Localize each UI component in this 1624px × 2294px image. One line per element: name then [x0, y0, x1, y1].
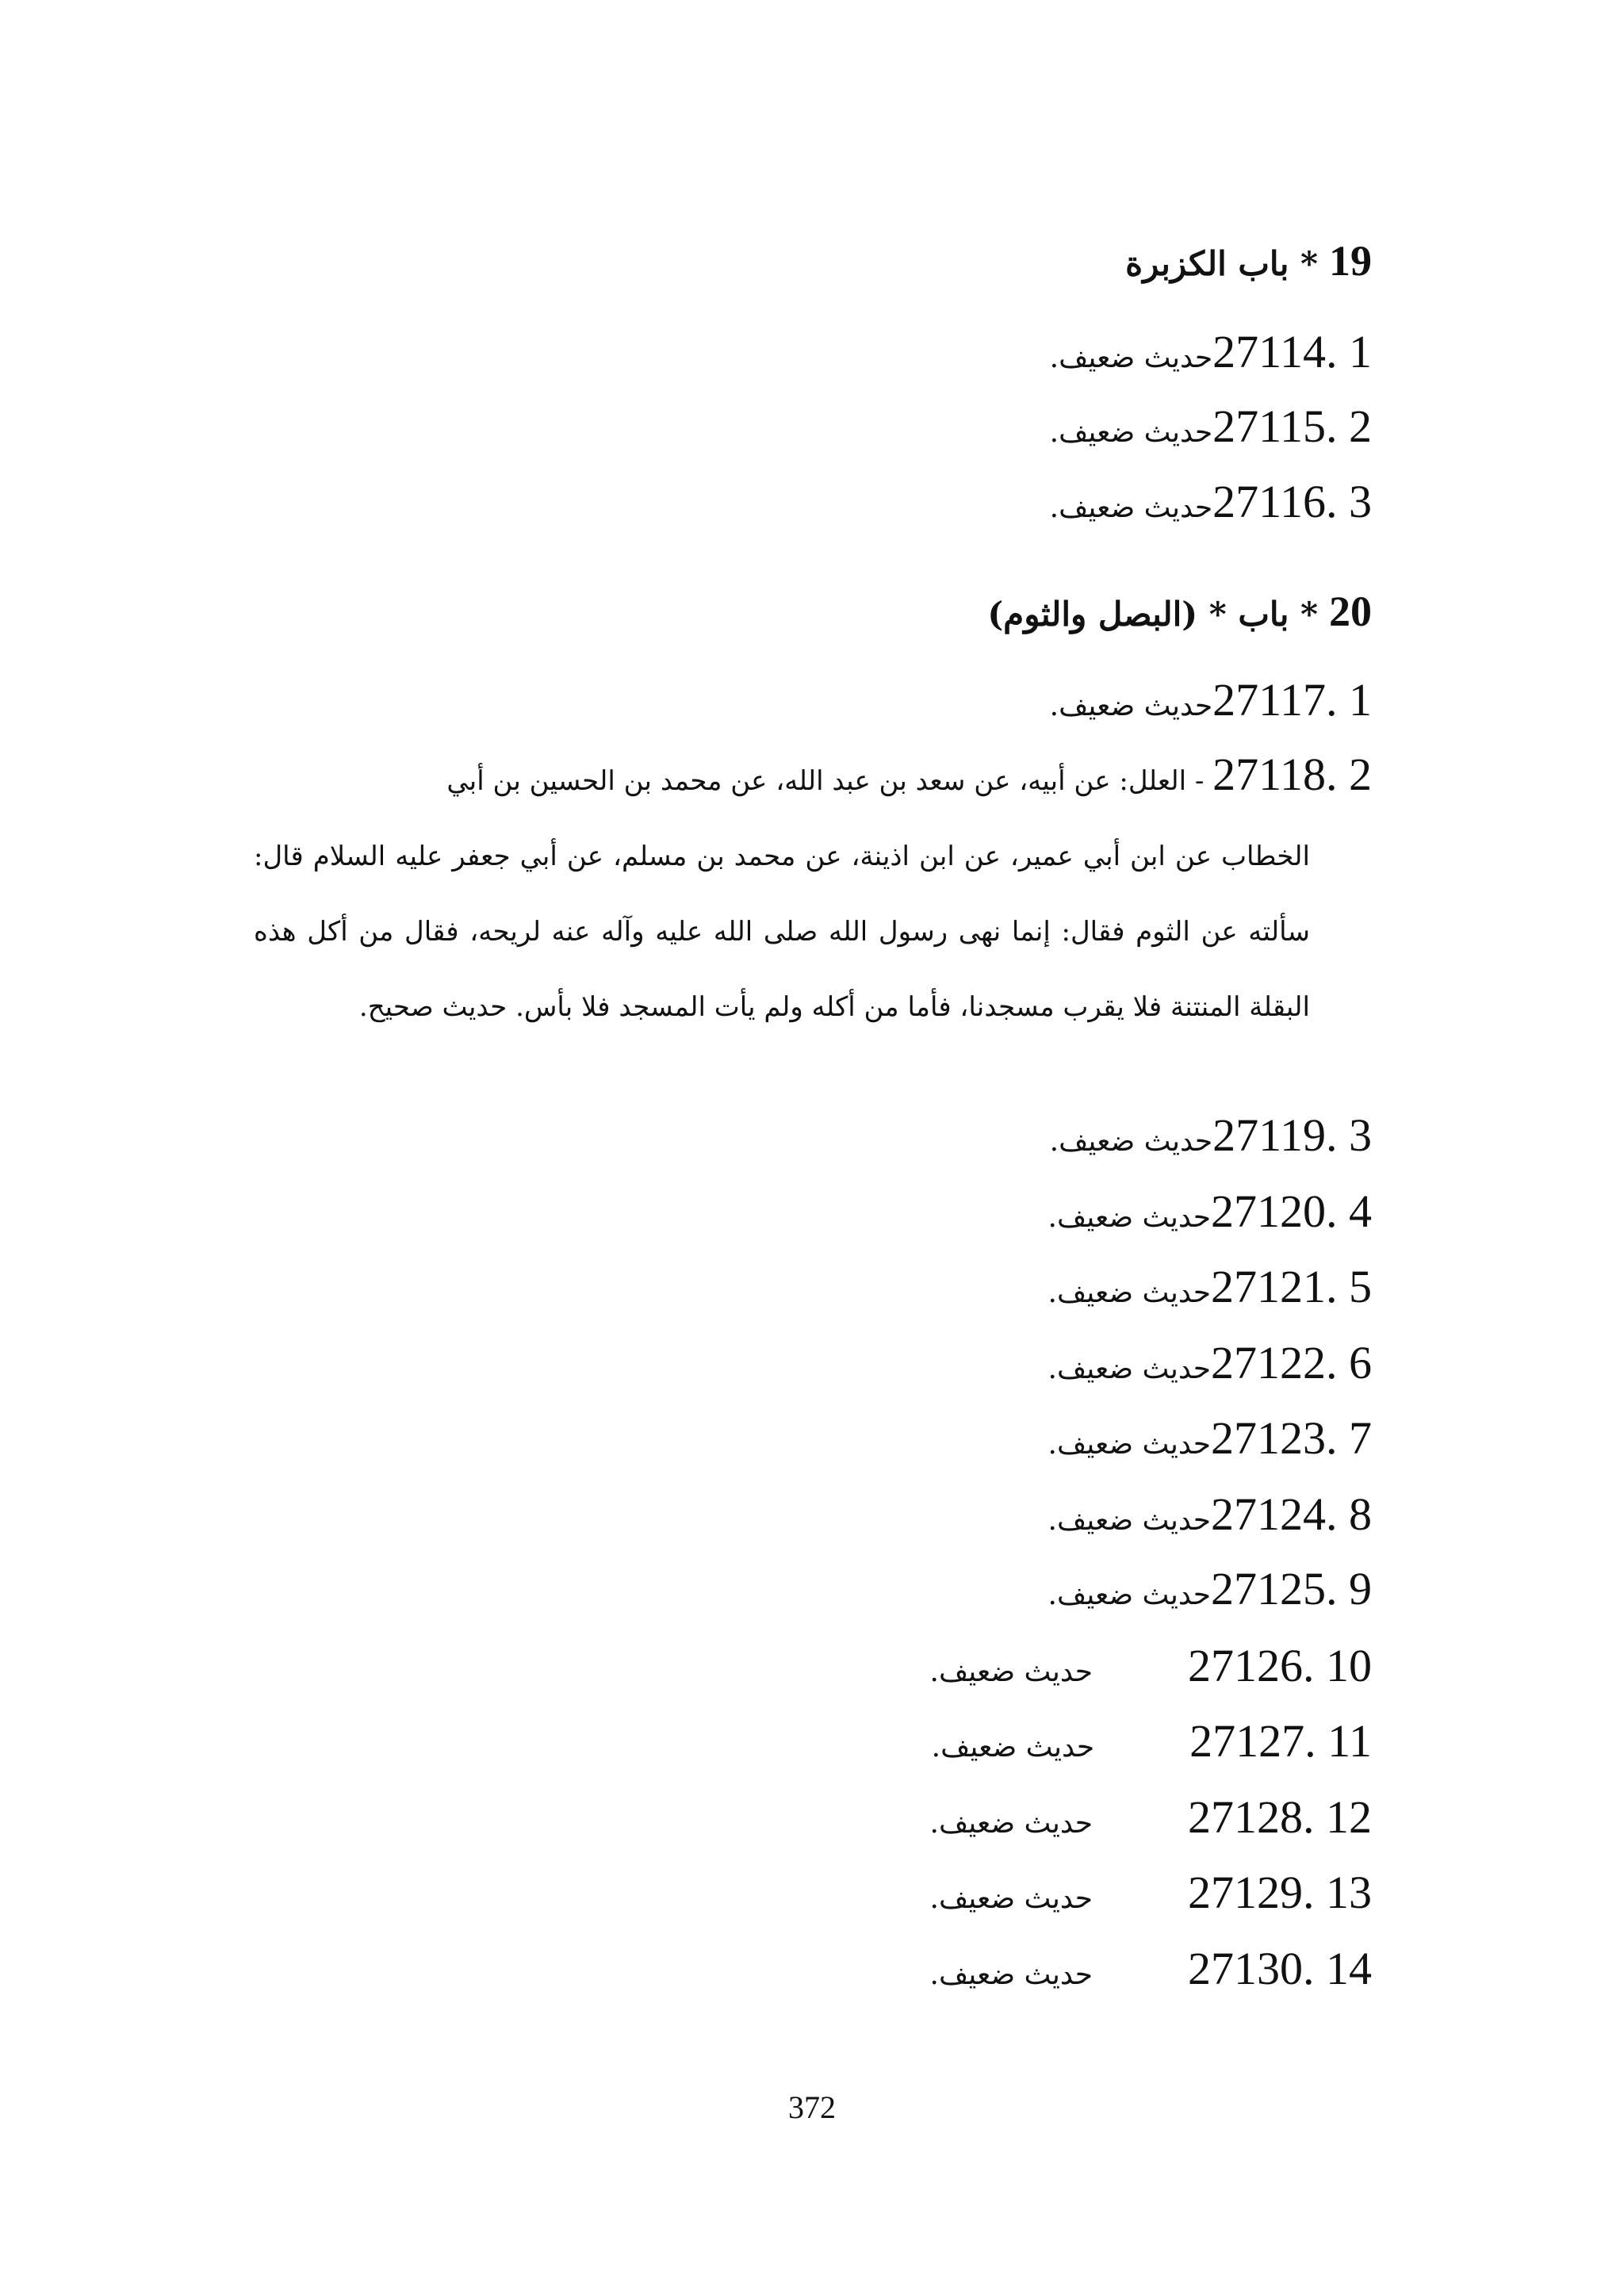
- hadith-entry: [1050, 478, 1372, 526]
- hadith-number: 27117. 1: [1212, 674, 1372, 726]
- hadith-entry: [931, 1715, 1372, 1767]
- hadith-grade: حديث ضعيف.: [1049, 416, 1213, 449]
- hadith-number: 27120. 4: [1211, 1185, 1372, 1237]
- hadith-grade: حديث ضعيف.: [929, 1882, 1093, 1915]
- hadith-grade: حديث ضعيف.: [1048, 1277, 1211, 1309]
- hadith-grade: حديث ضعيف.: [1048, 1201, 1211, 1234]
- hadith-number: 27125. 9: [1211, 1563, 1372, 1614]
- hadith-chain: - العلل: عن أبيه، عن سعد بن عبد الله، عن محمد بن الحسين بن أبي: [446, 765, 1205, 797]
- hadith-grade: حديث ضعيف.: [1049, 690, 1213, 722]
- hadith-number: 27115. 2: [1212, 400, 1372, 452]
- hadith-grade: حديث ضعيف.: [931, 1731, 1095, 1764]
- hadith-entry: [1048, 1185, 1372, 1237]
- hadith-grade: حديث ضعيف.: [929, 1656, 1093, 1688]
- hadith-number: 27129. 13: [1188, 1867, 1372, 1918]
- hadith-number: 27116. 3: [1212, 476, 1372, 527]
- hadith-grade: حديث ضعيف.: [1049, 492, 1213, 524]
- hadith-number: 27118. 2: [1212, 749, 1372, 800]
- hadith-body: الخطاب عن ابن أبي عمير، عن ابن اذينة، عن محمد بن مسلم، عن أبي جعفر عليه السلام قال: سألته عن الثوم فقال: إنما نهى رسول الله صلى الله عليه وآله عنه لريحه، فقال من أكل هذه البقلة المنتنة فلا يقرب مسجدنا، فأما من أكله ولم يأت المسجد فلا بأس. حديث صحيح.: [254, 841, 1310, 1023]
- hadith-grade: حديث ضعيف.: [929, 1959, 1093, 1991]
- section-number: 20: [1329, 588, 1372, 635]
- hadith-number: 27124. 8: [1211, 1488, 1372, 1540]
- hadith-number: 27127. 11: [1189, 1715, 1372, 1767]
- hadith-number: 27122. 6: [1211, 1337, 1372, 1388]
- section-title: * باب * (البصل والثوم): [987, 595, 1318, 634]
- hadith-number: 27123. 7: [1211, 1412, 1372, 1464]
- hadith-grade: حديث ضعيف.: [929, 1807, 1093, 1840]
- hadith-entry: [930, 1642, 1372, 1690]
- hadith-number: 27119. 3: [1212, 1109, 1372, 1161]
- section-heading-19: [1125, 236, 1372, 285]
- hadith-number: 27126. 10: [1188, 1640, 1372, 1691]
- hadith-entry: [1048, 1565, 1372, 1613]
- section-title: * باب الكزبرة: [1125, 244, 1318, 283]
- hadith-grade: حديث ضعيف.: [1049, 342, 1213, 374]
- section-number: 19: [1329, 237, 1372, 285]
- hadith-entry: [1050, 676, 1372, 724]
- hadith-grade: حديث ضعيف.: [1048, 1504, 1211, 1537]
- hadith-entry: [930, 1945, 1372, 1993]
- hadith-number: 27128. 12: [1188, 1791, 1372, 1843]
- hadith-entry: [1049, 400, 1372, 452]
- hadith-grade: حديث ضعيف.: [1048, 1428, 1211, 1461]
- hadith-entry: [929, 1791, 1372, 1843]
- hadith-grade: حديث ضعيف.: [1048, 1579, 1211, 1611]
- hadith-entry: [930, 1869, 1372, 1917]
- hadith-entry: [1048, 1412, 1372, 1464]
- page-number: 372: [788, 2089, 836, 2125]
- hadith-grade: حديث ضعيف.: [1048, 1353, 1211, 1385]
- hadith-number: 27121. 5: [1211, 1261, 1372, 1312]
- hadith-number: 27114. 1: [1212, 326, 1372, 377]
- hadith-entry: [1048, 1488, 1372, 1540]
- hadith-entry: [1048, 1263, 1372, 1311]
- hadith-first-line: [254, 744, 1372, 819]
- hadith-full-text: [254, 744, 1372, 1045]
- hadith-number: 27130. 14: [1188, 1943, 1372, 1994]
- section-heading-20: [987, 587, 1372, 636]
- hadith-entry: [1049, 1109, 1372, 1161]
- hadith-entry: [1048, 1339, 1372, 1387]
- hadith-entry: [1050, 328, 1372, 376]
- hadith-grade: حديث ضعيف.: [1049, 1125, 1213, 1158]
